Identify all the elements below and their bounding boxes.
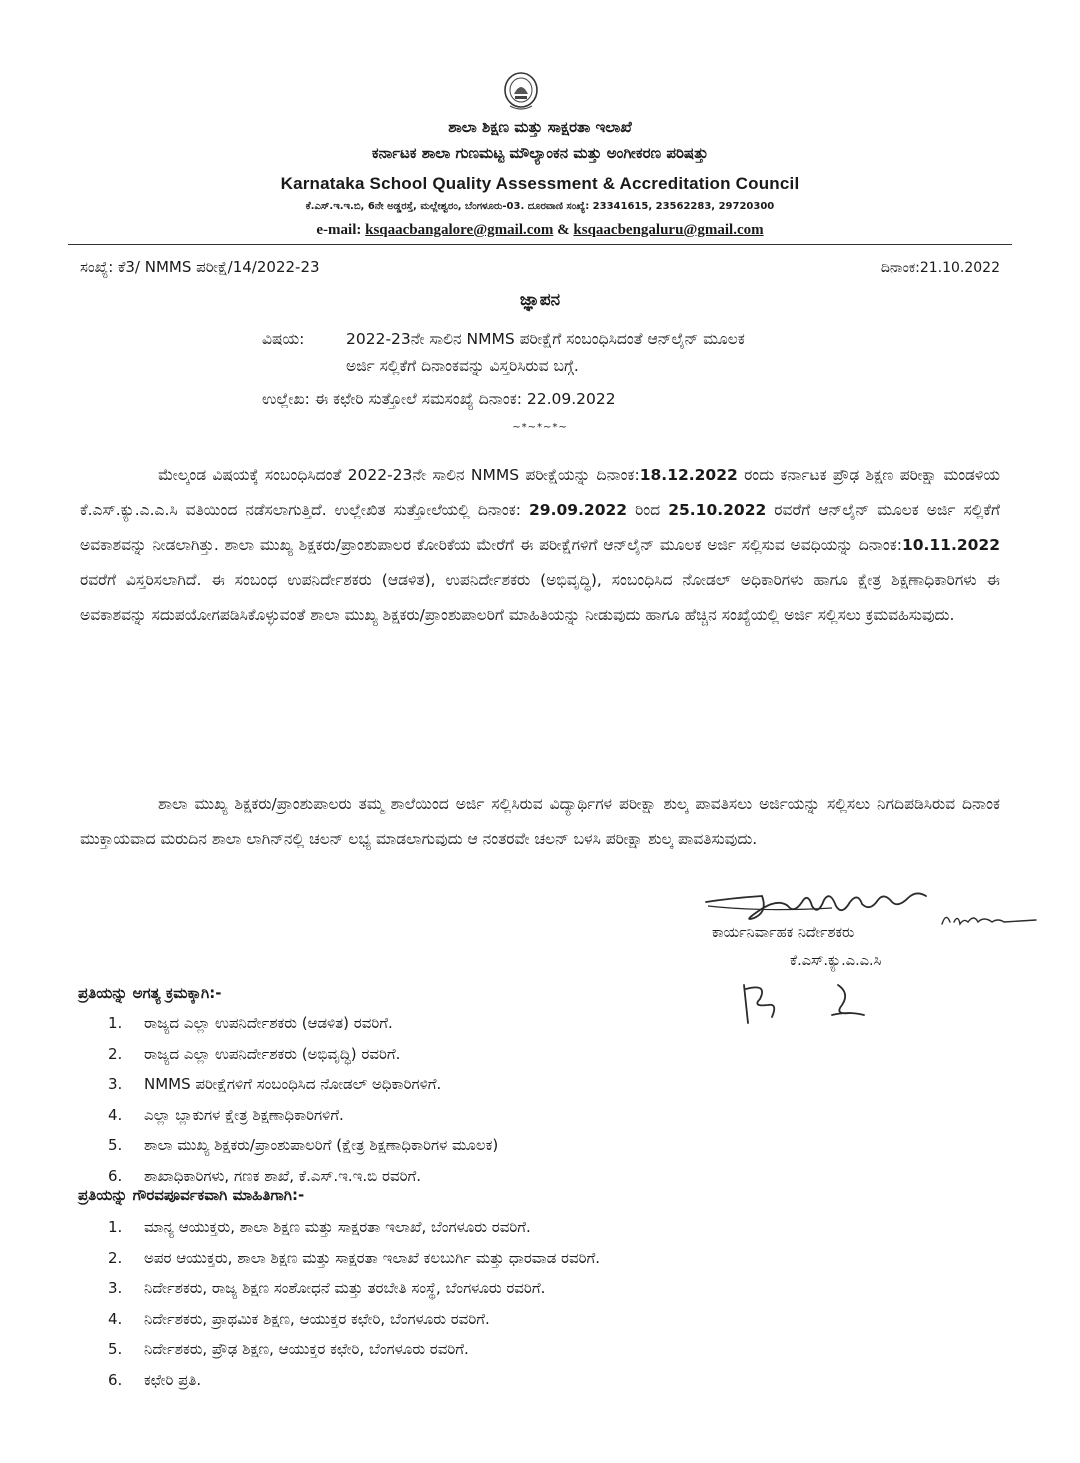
reference-label: ಉಲ್ಲೇಖ:: [262, 390, 310, 408]
email-line: [0, 222, 1080, 239]
list-item: 1. ರಾಜ್ಯದ ಎಲ್ಲಾ ಉಪನಿರ್ದೇಶಕರು (ಆಡಳಿತ) ರವರಿಗೆ.: [108, 1014, 393, 1032]
council-name-kannada: ಕರ್ನಾಟಕ ಶಾಲಾ ಗುಣಮಟ್ಟ ಮೌಲ್ಯಾಂಕನ ಮತ್ತು ಅಂಗೀಕರಣ ಪರಿಷತ್ತು: [371, 144, 709, 162]
email-joiner: &: [557, 222, 570, 238]
signatory-organization: ಕೆ.ಎಸ್.ಕ್ಯು.ಎ.ಎ.ಸಿ: [790, 953, 882, 969]
body-paragraph-2: ಶಾಲಾ ಮುಖ್ಯ ಶಿಕ್ಷಕರು/ಪ್ರಾಂಶುಪಾಲರು ತಮ್ಮ ಶಾಲೆಯಿಂದ ಅರ್ಜಿ ಸಲ್ಲಿಸಿರುವ ವಿದ್ಯಾರ್ಥಿಗಳ ಪರೀಕ್ಷಾ ಶುಲ್ಕ ಪಾವತಿಸಲು ಅರ್ಜಿಯನ್ನು ಸಲ್ಲಿಸಲು ನಿಗದಿಪಡಿಸಿರುವ ದಿನಾಂಕ ಮುಕ್ತಾಯವಾದ ಮರುದಿನ ಶಾಲಾ ಲಾಗಿನ್‌ನಲ್ಲಿ ಚಲನ್ ಲಭ್ಯ ಮಾಡಲಾಗುವುದು ಆ ನಂತರವೇ ಚಲನ್ ಬಳಸಿ ಪರೀಕ್ಷಾ ಶುಲ್ಕ ಪಾವತಿಸುವುದು.: [80, 795, 1000, 848]
email-link-2[interactable]: ksqaacbengaluru@gmail.com: [573, 222, 764, 238]
council-name-english: Karnataka School Quality Assessment & Accreditation Council: [280, 174, 800, 193]
department-name: ಶಾಲಾ ಶಿಕ್ಷಣ ಮತ್ತು ಸಾಕ್ಷರತಾ ಇಲಾಖೆ: [448, 118, 632, 136]
office-address: ಕೆ.ಎಸ್.ಇ.ಇ.ಬಿ, 6ನೇ ಅಡ್ಡರಸ್ತೆ, ಮಲ್ಲೇಶ್ವರಂ, ಬೆಂಗಳೂರು-03. ದೂರವಾಣಿ ಸಂಖ್ಯೆ: 23341615, 23562283, 29720300: [305, 201, 775, 212]
copy-action-list: [108, 1008, 498, 1191]
p1-text-e: ರವರೆಗೆ ವಿಸ್ತರಿಸಲಾಗಿದೆ. ಈ ಸಂಬಂಧ ಉಪನಿರ್ದೇಶಕರು (ಆಡಳಿತ), ಉಪನಿರ್ದೇಶಕರು (ಅಭಿವೃದ್ಧಿ), ಸಂಬಂಧಿಸಿದ ನೋಡಲ್ ಅಧಿಕಾರಿಗಳು ಹಾಗೂ ಕ್ಷೇತ್ರ ಶಿಕ್ಷಣಾಧಿಕಾರಿಗಳು ಈ ಅವಕಾಶವನ್ನು ಸದುಪಯೋಗಪಡಿಸಿಕೊಳ್ಳುವಂತೆ ಶಾಲಾ ಮುಖ್ಯ ಶಿಕ್ಷಕರು/ಪ್ರಾಂಶುಪಾಲರಿಗೆ ಮಾಹಿತಿಯನ್ನು ನೀಡುವುದು ಹಾಗೂ ಹೆಚ್ಚಿನ ಸಂಖ್ಯೆಯಲ್ಲಿ ಅರ್ಜಿ ಸಲ್ಲಿಸಲು ಕ್ರಮವಹಿಸುವುದು.: [80, 571, 1000, 624]
p1-text-b: ರಂದು ಕರ್ನಾಟಕ ಪ್ರೌಢ ಶಿಕ್ಷಣ ಪರೀಕ್ಷಾ ಮಂಡಳಿಯ ಕೆ.ಎಸ್.ಕ್ಯು.ಎ.ಎ.ಸಿ ವತಿಯಿಂದ ನಡೆಸಲಾಗುತ್ತಿದೆ. ಉಲ್ಲೇಖಿತ ಸುತ್ತೋಲೆಯಲ್ಲಿ ದಿನಾಂಕ:: [80, 466, 1000, 519]
original-start-date: 29.09.2022: [529, 501, 628, 519]
subject-label: ವಿಷಯ:: [262, 330, 305, 348]
reference-text: ಈ ಕಛೇರಿ ಸುತ್ತೋಲೆ ಸಮಸಂಖ್ಯೆ ದಿನಾಂಕ: 22.09.2022: [314, 390, 616, 408]
list-item: 2. ರಾಜ್ಯದ ಎಲ್ಲಾ ಉಪನಿರ್ದೇಶಕರು (ಅಭಿವೃದ್ಧಿ) ರವರಿಗೆ.: [108, 1044, 401, 1063]
notice-title: ಜ್ಞಾಪನ: [519, 290, 561, 310]
p1-text-d: ರವರೆಗೆ ಆನ್‌ಲೈನ್ ಮೂಲಕ ಅರ್ಜಿ ಸಲ್ಲಿಕೆಗೆ ಅವಕಾಶವನ್ನು ನೀಡಲಾಗಿತ್ತು. ಶಾಲಾ ಮುಖ್ಯ ಶಿಕ್ಷಕರು/ಪ್ರಾಂಶುಪಾಲರ ಕೋರಿಕೆಯ ಮೇರೆಗೆ ಈ ಪರೀಕ್ಷೆಗಳಿಗೆ ಆನ್‌ಲೈನ್ ಮೂಲಕ ಅರ್ಜಿ ಸಲ್ಲಿಸುವ ಅವಧಿಯನ್ನು ದಿನಾಂಕ:: [80, 501, 1000, 554]
list-item: 6. ಕಛೇರಿ ಪ್ರತಿ.: [108, 1370, 202, 1389]
list-item: 4. ನಿರ್ದೇಶಕರು, ಪ್ರಾಥಮಿಕ ಶಿಕ್ಷಣ, ಆಯುಕ್ತರ ಕಛೇರಿ, ಬೆಂಗಳೂರು ರವರಿಗೆ.: [108, 1309, 490, 1328]
subject-line-2: ಅರ್ಜಿ ಸಲ್ಲಿಕೆಗೆ ದಿನಾಂಕವನ್ನು ವಿಸ್ತರಿಸಿರುವ ಬಗ್ಗೆ.: [346, 357, 579, 375]
email-label: e-mail:: [316, 222, 362, 238]
copy-action-heading: ಪ್ರತಿಯನ್ನು ಅಗತ್ಯ ಕ್ರಮಕ್ಕಾಗಿ:-: [78, 984, 222, 1002]
exam-date: 18.12.2022: [639, 466, 738, 484]
list-item: 3. NMMS ಪರೀಕ್ಷೆಗಳಿಗೆ ಸಂಬಂಧಿಸಿದ ನೋಡಲ್ ಅಧಿಕಾರಿಗಳಿಗೆ.: [108, 1075, 442, 1093]
p1-text-c: ರಿಂದ: [627, 501, 669, 519]
reference-block: [262, 390, 616, 409]
original-end-date: 25.10.2022: [668, 501, 767, 519]
copy-info-list: [108, 1212, 600, 1395]
header-divider: [68, 244, 1012, 245]
list-item: 5. ನಿರ್ದೇಶಕರು, ಪ್ರೌಢ ಶಿಕ್ಷಣ, ಆಯುಕ್ತರ ಕಛೇರಿ, ಬೆಂಗಳೂರು ರವರಿಗೆ.: [108, 1340, 469, 1358]
list-item: 6. ಶಾಖಾಧಿಕಾರಿಗಳು, ಗಣಕ ಶಾಖೆ, ಕೆ.ಎಸ್.ಇ.ಇ.ಬಿ ರವರಿಗೆ.: [108, 1166, 421, 1185]
list-item: 2. ಅಪರ ಆಯುಕ್ತರು, ಶಾಲಾ ಶಿಕ್ಷಣ ಮತ್ತು ಸಾಕ್ಷರತಾ ಇಲಾಖೆ ಕಲಬುರ್ಗಿ ಮತ್ತು ಧಾರವಾಡ ರವರಿಗೆ.: [108, 1248, 600, 1267]
copy-info-heading: ಪ್ರತಿಯನ್ನು ಗೌರವಪೂರ್ವಕವಾಗಿ ಮಾಹಿತಿಗಾಗಿ:-: [78, 1186, 305, 1204]
government-emblem-icon: [502, 70, 540, 112]
notice-date: ದಿನಾಂಕ:21.10.2022: [880, 260, 1000, 276]
list-item: 4. ಎಲ್ಲಾ ಬ್ಲಾಕುಗಳ ಕ್ಷೇತ್ರ ಶಿಕ್ಷಣಾಧಿಕಾರಿಗಳಿಗೆ.: [108, 1105, 344, 1124]
list-item: 3. ನಿರ್ದೇಶಕರು, ರಾಜ್ಯ ಶಿಕ್ಷಣ ಸಂಶೋಧನೆ ಮತ್ತು ತರಬೇತಿ ಸಂಸ್ಥೆ, ಬೆಂಗಳೂರು ರವರಿಗೆ.: [108, 1279, 546, 1297]
reference-number: ಸಂಖ್ಯೆ: ಕೆ3/ NMMS ಪರೀಕ್ಷೆ/14/2022-23: [80, 258, 320, 276]
list-item: 1. ಮಾನ್ಯ ಆಯುಕ್ತರು, ಶಾಲಾ ಶಿಕ್ಷಣ ಮತ್ತು ಸಾಕ್ಷರತಾ ಇಲಾಖೆ, ಬೆಂಗಳೂರು ರವರಿಗೆ.: [108, 1218, 531, 1236]
list-item: 5. ಶಾಲಾ ಮುಖ್ಯ ಶಿಕ್ಷಕರು/ಪ್ರಾಂಶುಪಾಲರಿಗೆ (ಕ್ಷೇತ್ರ ಶಿಕ್ಷಣಾಧಿಕಾರಿಗಳ ಮೂಲಕ): [108, 1136, 499, 1154]
subject-block: [262, 326, 952, 380]
handwritten-initials: [738, 975, 908, 1030]
subject-line-1: 2022-23ನೇ ಸಾಲಿನ NMMS ಪರೀಕ್ಷೆಗೆ ಸಂಬಂಧಿಸಿದಂತೆ ಆನ್‌ಲೈನ್ ಮೂಲಕ: [346, 330, 745, 348]
email-link-1[interactable]: ksqaacbangalore@gmail.com: [365, 222, 554, 238]
divider-ornament: ~*~*~*~: [512, 422, 568, 433]
signatory-designation: ಕಾರ್ಯನಿರ್ವಾಹಕ ನಿರ್ದೇಶಕರು: [712, 925, 855, 941]
extended-date: 10.11.2022: [901, 536, 1000, 554]
p1-text-a: ಮೇಲ್ಕಂಡ ವಿಷಯಕ್ಕೆ ಸಂಬಂಧಿಸಿದಂತೆ 2022-23ನೇ ಸಾಲಿನ NMMS ಪರೀಕ್ಷೆಯನ್ನು ದಿನಾಂಕ:: [158, 466, 640, 484]
body-paragraph-1: [80, 458, 1000, 633]
